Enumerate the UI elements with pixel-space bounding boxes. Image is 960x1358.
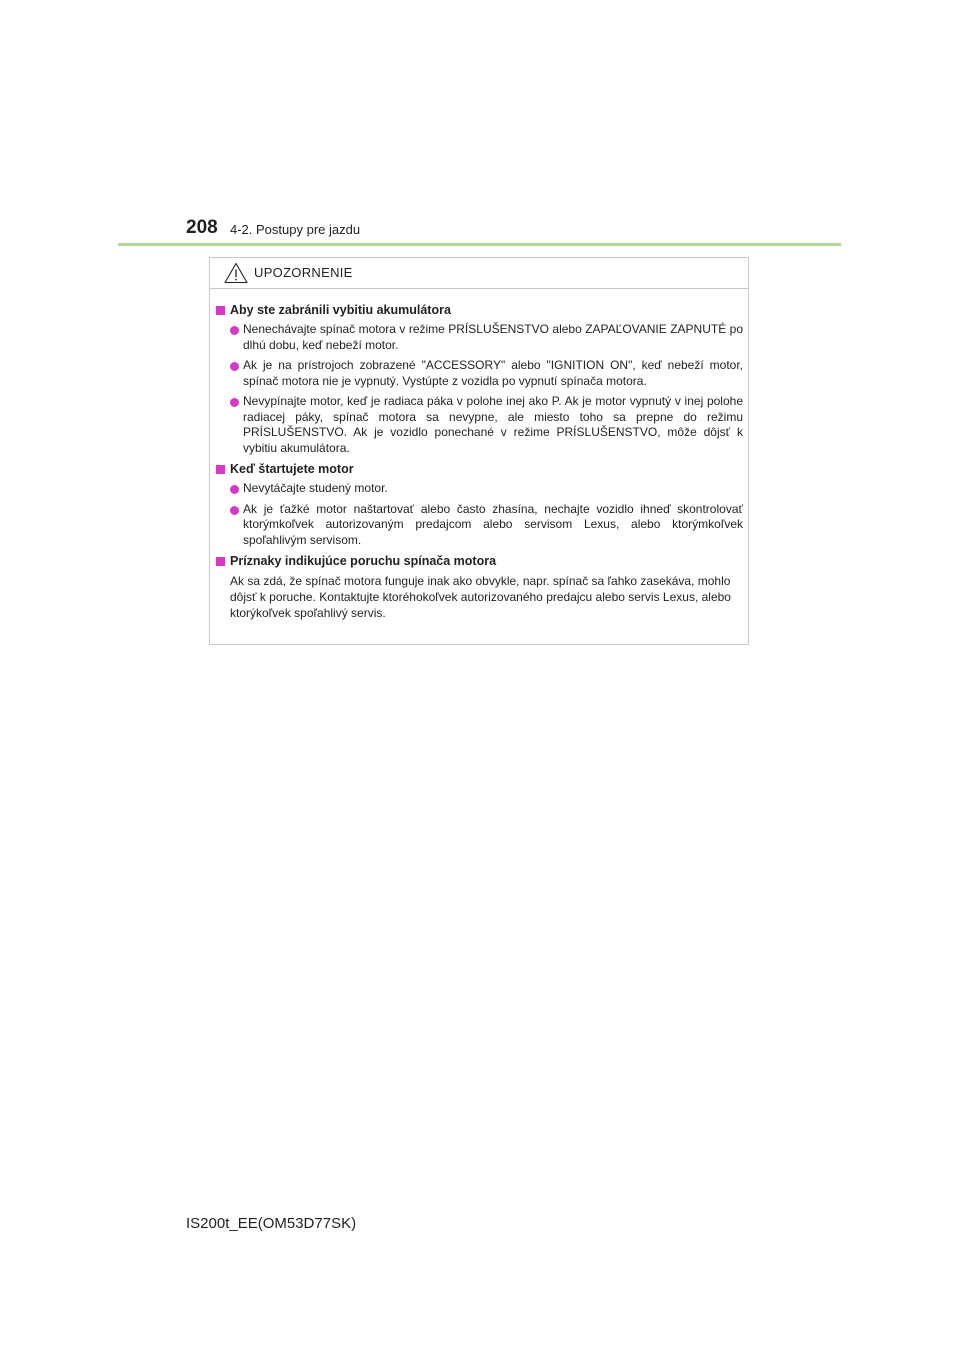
section-heading	[216, 461, 744, 477]
list-item-text: Nevytáčajte studený motor.	[243, 481, 388, 495]
list-item	[216, 502, 744, 549]
dot-bullet-icon	[230, 398, 239, 407]
section-title: 4-2. Postupy pre jazdu	[230, 222, 361, 237]
dot-bullet-icon	[230, 506, 239, 515]
warning-header	[210, 258, 748, 289]
warning-box	[209, 257, 749, 645]
warning-triangle-icon	[224, 262, 248, 284]
list-item	[216, 358, 744, 389]
section-heading-text: Príznaky indikujúce poruchu spínača motora	[230, 554, 497, 568]
list-item	[216, 394, 744, 456]
dot-bullet-icon	[230, 485, 239, 494]
page-header	[186, 217, 886, 241]
warning-body	[216, 302, 744, 623]
page-number: 208	[186, 217, 218, 238]
section-switch-malfunction	[216, 553, 744, 621]
section-heading	[216, 553, 744, 569]
dot-bullet-icon	[230, 326, 239, 335]
list-item-text: Ak je ťažké motor naštartovať alebo často zhasína, nechajte vozidlo ihneď skontrolovať ktorýmkoľvek autorizovaným predajcom alebo servisom Lexus, alebo ktorýmkoľvek spoľahlivým servisom.	[243, 501, 743, 547]
section-heading-text: Aby ste zabránili vybitiu akumulátora	[230, 303, 451, 317]
section-heading-text: Keď štartujete motor	[230, 462, 354, 476]
square-bullet-icon	[216, 306, 225, 315]
section-heading	[216, 302, 744, 318]
list-item-text: Nenechávajte spínač motora v režime PRÍSLUŠENSTVO alebo ZAPAĽOVANIE ZAPNUTÉ po dlhú dobu, keď nebeží motor.	[243, 322, 743, 352]
list-item-text: Nevypínajte motor, keď je radiaca páka v polohe inej ako P. Ak je motor vypnutý v inej polohe radiacej páky, spínač motora sa nevypne, ale miesto toho sa prepne do režimu PRÍSLUŠENSTVO. Ak je vozidlo ponechané v režime PRÍSLUŠENSTVO, môže dôjsť k vybitiu akumulátora.	[243, 394, 743, 455]
square-bullet-icon	[216, 557, 225, 566]
square-bullet-icon	[216, 465, 225, 474]
model-code: IS200t_EE(OM53D77SK)	[186, 1215, 357, 1232]
list-item-text: Ak je na prístrojoch zobrazené "ACCESSORY" alebo "IGNITION ON", keď nebeží motor, spínač motora nie je vypnutý. Vystúpte z vozidla po vypnutí spínača motora.	[243, 358, 743, 388]
dot-bullet-icon	[230, 362, 239, 371]
section-battery	[216, 302, 744, 456]
section-paragraph: Ak sa zdá, že spínač motora funguje inak ako obvykle, napr. spínač sa ľahko zasekáva, mohlo dôjsť k poruche. Kontaktujte ktoréhokoľvek autorizovaného predajcu alebo servis Lexus, alebo ktorýkoľvek spoľahlivý servis.	[230, 574, 731, 620]
list-item	[216, 481, 744, 497]
header-rule	[118, 243, 841, 246]
list-item	[216, 322, 744, 353]
section-starting-engine	[216, 461, 744, 548]
warning-title: UPOZORNENIE	[254, 265, 353, 280]
